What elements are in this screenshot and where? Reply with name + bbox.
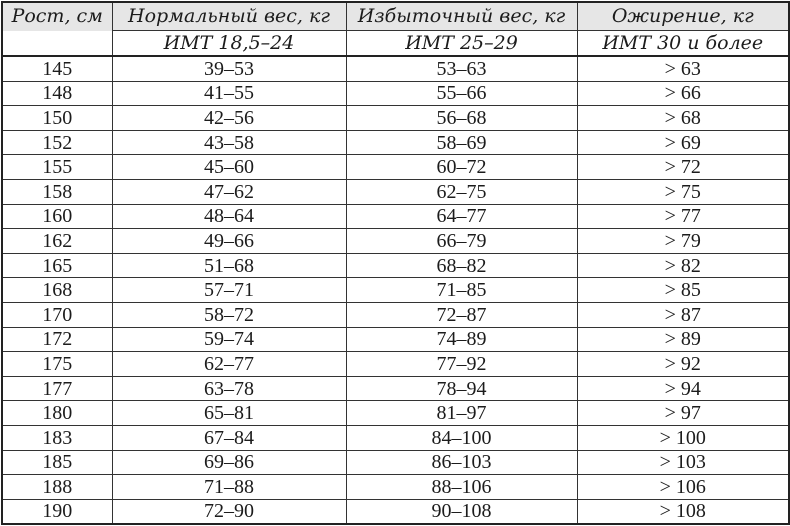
cell-overweight: 77–92 (346, 352, 577, 377)
cell-overweight: 68–82 (346, 253, 577, 278)
cell-obesity: > 85 (577, 278, 789, 303)
cell-normal-weight: 49–66 (112, 229, 346, 254)
cell-obesity: > 63 (577, 56, 789, 81)
cell-height: 152 (2, 130, 112, 155)
table-row (2, 106, 789, 131)
cell-overweight: 86–103 (346, 450, 577, 475)
cell-normal-weight: 69–86 (112, 450, 346, 475)
table-row (2, 327, 789, 352)
cell-normal-weight: 62–77 (112, 352, 346, 377)
cell-overweight: 71–85 (346, 278, 577, 303)
header-obesity: Ожирение, кг (577, 2, 789, 31)
cell-overweight: 53–63 (346, 56, 577, 81)
table-row (2, 499, 789, 524)
cell-obesity: > 92 (577, 352, 789, 377)
header-normal-weight: Нормальный вес, кг (112, 2, 346, 31)
cell-obesity: > 77 (577, 204, 789, 229)
cell-normal-weight: 72–90 (112, 499, 346, 524)
cell-normal-weight: 39–53 (112, 56, 346, 81)
table-row (2, 253, 789, 278)
cell-normal-weight: 43–58 (112, 130, 346, 155)
table-row (2, 130, 789, 155)
cell-obesity: > 69 (577, 130, 789, 155)
cell-overweight: 62–75 (346, 179, 577, 204)
cell-overweight: 84–100 (346, 425, 577, 450)
cell-overweight: 58–69 (346, 130, 577, 155)
cell-height: 168 (2, 278, 112, 303)
table-row (2, 204, 789, 229)
cell-height: 162 (2, 229, 112, 254)
cell-height: 165 (2, 253, 112, 278)
cell-normal-weight: 67–84 (112, 425, 346, 450)
cell-obesity: > 75 (577, 179, 789, 204)
cell-normal-weight: 65–81 (112, 401, 346, 426)
cell-height: 177 (2, 376, 112, 401)
cell-normal-weight: 42–56 (112, 106, 346, 131)
cell-height: 185 (2, 450, 112, 475)
cell-normal-weight: 45–60 (112, 155, 346, 180)
subheader-overweight-bmi: ИМТ 25–29 (346, 31, 577, 57)
cell-obesity: > 94 (577, 376, 789, 401)
cell-overweight: 81–97 (346, 401, 577, 426)
cell-overweight: 66–79 (346, 229, 577, 254)
cell-overweight: 88–106 (346, 475, 577, 500)
cell-overweight: 64–77 (346, 204, 577, 229)
cell-height: 155 (2, 155, 112, 180)
table-body (2, 56, 789, 524)
cell-height: 150 (2, 106, 112, 131)
subheader-normal-bmi: ИМТ 18,5–24 (112, 31, 346, 57)
cell-height: 188 (2, 475, 112, 500)
subheader-height (2, 31, 112, 57)
table-row (2, 229, 789, 254)
cell-obesity: > 66 (577, 81, 789, 106)
cell-obesity: > 100 (577, 425, 789, 450)
table-row (2, 81, 789, 106)
header-overweight: Избыточный вес, кг (346, 2, 577, 31)
cell-normal-weight: 71–88 (112, 475, 346, 500)
cell-normal-weight: 63–78 (112, 376, 346, 401)
cell-obesity: > 103 (577, 450, 789, 475)
table-row (2, 56, 789, 81)
cell-normal-weight: 58–72 (112, 302, 346, 327)
table-row (2, 278, 789, 303)
cell-height: 170 (2, 302, 112, 327)
cell-obesity: > 72 (577, 155, 789, 180)
table-row (2, 475, 789, 500)
cell-normal-weight: 59–74 (112, 327, 346, 352)
cell-overweight: 56–68 (346, 106, 577, 131)
table-row (2, 302, 789, 327)
cell-height: 183 (2, 425, 112, 450)
cell-overweight: 72–87 (346, 302, 577, 327)
subheader-obesity-bmi: ИМТ 30 и более (577, 31, 789, 57)
subheader-row (2, 31, 789, 57)
cell-overweight: 55–66 (346, 81, 577, 106)
cell-overweight: 74–89 (346, 327, 577, 352)
cell-overweight: 60–72 (346, 155, 577, 180)
header-height: Рост, см (2, 2, 112, 31)
cell-height: 190 (2, 499, 112, 524)
bmi-weight-table (1, 1, 790, 525)
table-row (2, 155, 789, 180)
cell-normal-weight: 51–68 (112, 253, 346, 278)
table-row (2, 179, 789, 204)
header-row (2, 2, 789, 31)
cell-obesity: > 89 (577, 327, 789, 352)
cell-obesity: > 87 (577, 302, 789, 327)
cell-height: 172 (2, 327, 112, 352)
cell-obesity: > 68 (577, 106, 789, 131)
cell-normal-weight: 57–71 (112, 278, 346, 303)
table-row (2, 425, 789, 450)
cell-normal-weight: 41–55 (112, 81, 346, 106)
cell-height: 158 (2, 179, 112, 204)
cell-height: 160 (2, 204, 112, 229)
cell-obesity: > 97 (577, 401, 789, 426)
cell-height: 180 (2, 401, 112, 426)
cell-overweight: 90–108 (346, 499, 577, 524)
cell-obesity: > 108 (577, 499, 789, 524)
table-row (2, 401, 789, 426)
cell-obesity: > 82 (577, 253, 789, 278)
cell-height: 175 (2, 352, 112, 377)
cell-obesity: > 79 (577, 229, 789, 254)
table-row (2, 450, 789, 475)
cell-obesity: > 106 (577, 475, 789, 500)
table-row (2, 352, 789, 377)
cell-height: 148 (2, 81, 112, 106)
cell-normal-weight: 47–62 (112, 179, 346, 204)
cell-normal-weight: 48–64 (112, 204, 346, 229)
cell-height: 145 (2, 56, 112, 81)
table-row (2, 376, 789, 401)
cell-overweight: 78–94 (346, 376, 577, 401)
